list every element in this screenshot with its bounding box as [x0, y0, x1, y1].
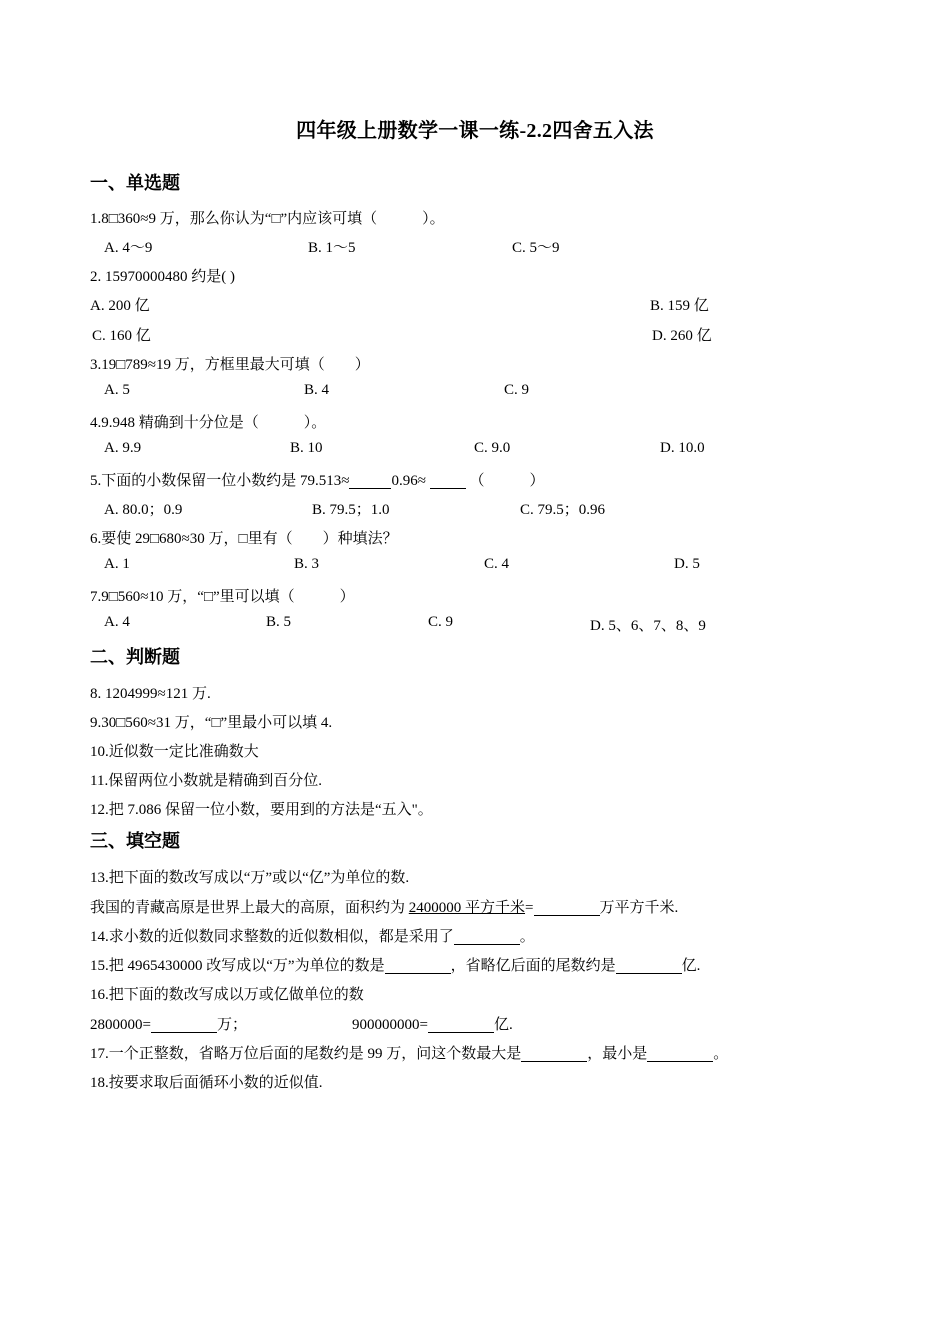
- page-title: 四年级上册数学一课一练-2.2四舍五入法: [296, 120, 654, 142]
- q1-option-b: B. 1～5: [308, 240, 356, 256]
- q1-option-c: C. 5～9: [512, 240, 560, 256]
- q16-blank-1: [151, 1018, 217, 1033]
- question-1: 1.8□360≈9 万，那么你认为“□”内应该可填（ ）。: [90, 211, 445, 227]
- q16-number-1: 2800000=: [90, 1017, 151, 1033]
- q6-option-b: B. 3: [294, 556, 320, 572]
- q17-blank-1: [521, 1047, 587, 1062]
- q7-option-c: C. 9: [428, 614, 454, 630]
- question-4: 4.9.948 精确到十分位是（ ）。: [90, 415, 327, 431]
- section-heading-true-false: 二、判断题: [90, 647, 180, 667]
- q4-option-b: B. 10: [290, 440, 323, 456]
- question-10: 10.近似数一定比准确数大: [90, 744, 259, 760]
- q16-blank-2: [428, 1018, 494, 1033]
- q15-mid: ，省略亿后面的尾数约是: [450, 958, 616, 974]
- q14-blank: [454, 930, 520, 945]
- q5-prefix: 5.下面的小数保留一位小数约是 79.513≈: [90, 473, 350, 489]
- q2-option-c: C. 160 亿: [92, 328, 151, 344]
- q15-blank-1: [385, 959, 451, 974]
- q5-option-c: C. 79.5；0.96: [520, 502, 606, 518]
- q5-mid: 0.96≈: [391, 473, 430, 489]
- q15-end: 亿.: [681, 958, 701, 974]
- q6-option-a: A. 1: [104, 556, 130, 572]
- q15-blank-2: [616, 959, 682, 974]
- q6-option-c: C. 4: [484, 556, 510, 572]
- question-18: 18.按要求取后面循环小数的近似值.: [90, 1075, 323, 1091]
- q13-unit: 万平方千米.: [599, 900, 679, 916]
- q5-option-a: A. 80.0；0.9: [104, 502, 183, 518]
- q3-option-a: A. 5: [104, 382, 130, 398]
- q17-blank-2: [647, 1047, 713, 1062]
- question-15: [90, 954, 700, 975]
- question-3: 3.19□789≈19 万，方框里最大可填（ ）: [90, 357, 370, 373]
- q13-blank: [534, 901, 600, 916]
- question-13-body: [90, 896, 678, 917]
- q6-option-d: D. 5: [674, 556, 700, 572]
- q1-option-a: A. 4～9: [104, 240, 153, 256]
- q5-blank-1: [349, 474, 391, 489]
- q16-number-2: 900000000=: [352, 1017, 428, 1033]
- question-14: [90, 925, 535, 946]
- question-11: 11.保留两位小数就是精确到百分位.: [90, 773, 322, 789]
- question-9: 9.30□560≈31 万，“□”里最小可以填 4.: [90, 715, 333, 731]
- q14-text: 14.求小数的近似数同求整数的近似数相似，都是采用了: [90, 929, 454, 945]
- q17-text: 17.一个正整数，省略万位后面的尾数约是 99 万，问这个数最大是: [90, 1046, 522, 1062]
- section-heading-single-choice: 一、单选题: [90, 173, 180, 193]
- question-7: 7.9□560≈10 万，“□”里可以填（ ）: [90, 589, 355, 605]
- question-5: [90, 469, 544, 490]
- question-12: 12.把 7.086 保留一位小数，要用到的方法是“五入"。: [90, 802, 433, 818]
- question-6: 6.要使 29□680≈30 万，□里有（ ）种填法？: [90, 531, 398, 547]
- q13-text: 我国的青藏高原是世界上最大的高原，面积约为: [90, 900, 409, 916]
- q3-option-c: C. 9: [504, 382, 530, 398]
- q2-option-d: D. 260 亿: [652, 328, 712, 344]
- q4-option-a: A. 9.9: [104, 440, 142, 456]
- q7-option-d: D. 5、6、7、8、9: [590, 618, 706, 634]
- q2-option-a: A. 200 亿: [90, 298, 150, 314]
- q5-option-b: B. 79.5；1.0: [312, 502, 390, 518]
- question-13: 13.把下面的数改写成以“万”或以“亿”为单位的数.: [90, 870, 410, 886]
- q17-end: 。: [713, 1046, 729, 1062]
- question-2: 2. 15970000480 约是( ): [90, 269, 235, 285]
- q3-option-b: B. 4: [304, 382, 330, 398]
- q2-option-b: B. 159 亿: [650, 298, 709, 314]
- q13-area-value: 2400000 平方千米: [408, 900, 526, 916]
- question-16-body-2: [352, 1013, 513, 1034]
- q4-option-d: D. 10.0: [660, 440, 705, 456]
- q15-text: 15.把 4965430000 改写成以“万”为单位的数是: [90, 958, 385, 974]
- question-16-body-1: [90, 1013, 247, 1034]
- section-heading-fill-blank: 三、填空题: [90, 831, 180, 851]
- q5-suffix: （ ）: [469, 473, 545, 489]
- q4-option-c: C. 9.0: [474, 440, 511, 456]
- q16-unit-2: 亿.: [493, 1017, 513, 1033]
- q17-mid: ，最小是: [587, 1046, 648, 1062]
- q7-option-b: B. 5: [266, 614, 292, 630]
- question-16: 16.把下面的数改写成以万或亿做单位的数: [90, 987, 364, 1003]
- q13-equals: =: [525, 900, 534, 916]
- q16-unit-1: 万；: [216, 1017, 247, 1033]
- q5-blank-2: [430, 474, 466, 489]
- question-8: 8. 1204999≈121 万.: [90, 686, 211, 702]
- q14-end: 。: [519, 929, 535, 945]
- question-17: [90, 1042, 728, 1063]
- q7-option-a: A. 4: [104, 614, 130, 630]
